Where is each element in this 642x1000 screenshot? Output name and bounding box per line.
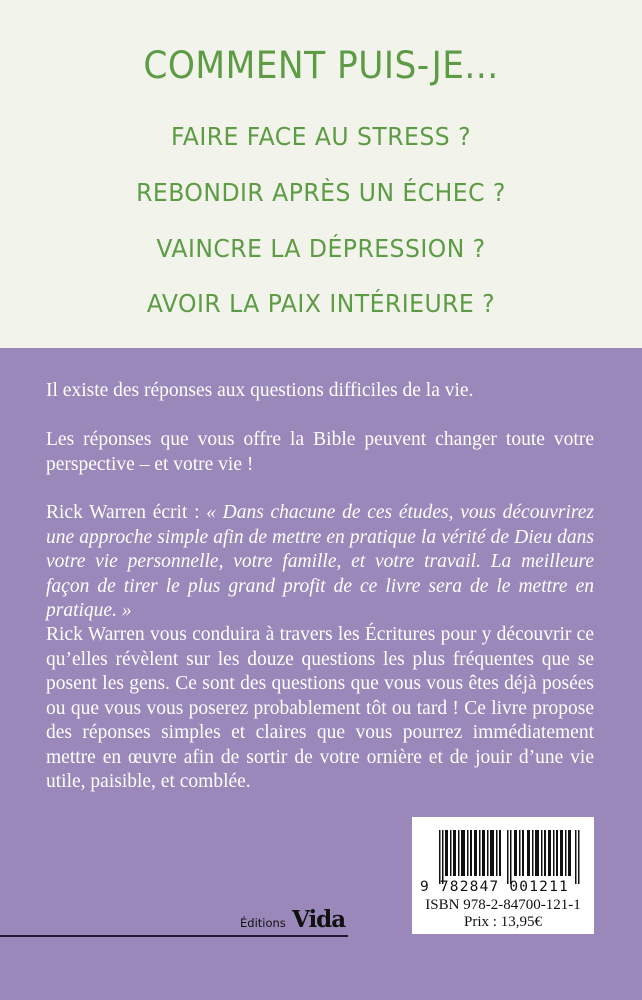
quote-text: « Dans chacune de ces études, vous découvrirez une approche simple afin de mettre en pratique la vérité de Dieu dans votre vie personnelle, votre famille, et votre travail. La meilleure façon de tirer le plus grand profit de ce livre sera de le mettre en pratique. » xyxy=(46,502,594,621)
paragraph-description: Rick Warren vous conduira à travers les Écritures pour y découvrir ce qu’elles révèlent sur les douze questions les plus fréquentes que se posent les gens. Ce sont des questions que vous vous êtes déjà posées ou que vous vous poserez probablement tôt ou tard ! Ce livre propose des réponses simples et claires que vous pourrez immédiatement mettre en œuvre afin de sortir de votre ornière et de jouir d’une vie utile, paisible, et comblée. xyxy=(46,624,594,792)
publisher-label: Éditions xyxy=(240,916,286,930)
barcode-icon xyxy=(439,830,581,884)
isbn-number: ISBN 978-2-84700-121-1 xyxy=(425,897,581,913)
isbn-block xyxy=(412,817,594,934)
question-1: FAIRE FACE AU STRESS ? xyxy=(170,122,472,151)
question-2: REBONDIR APRÈS UN ÉCHEC ? xyxy=(136,178,506,207)
vida-logo: Vida xyxy=(292,906,346,933)
paragraph-intro: Il existe des réponses aux questions difficiles de la vie. xyxy=(46,380,474,401)
question-4: AVOIR LA PAIX INTÉRIEURE ? xyxy=(146,289,496,318)
publisher-divider xyxy=(0,935,348,937)
headline: COMMENT PUIS-JE... xyxy=(143,44,499,87)
price: Prix : 13,95€ xyxy=(464,914,542,930)
paragraph-bible: Les réponses que vous offre la Bible peuvent changer toute votre perspective – et votre vie ! xyxy=(46,429,594,475)
question-3: VAINCRE LA DÉPRESSION ? xyxy=(156,234,486,263)
paragraph-quote xyxy=(46,501,594,624)
quote-intro: Rick Warren écrit : xyxy=(46,502,207,523)
barcode-digits: 9 782847 001211 xyxy=(420,879,569,895)
